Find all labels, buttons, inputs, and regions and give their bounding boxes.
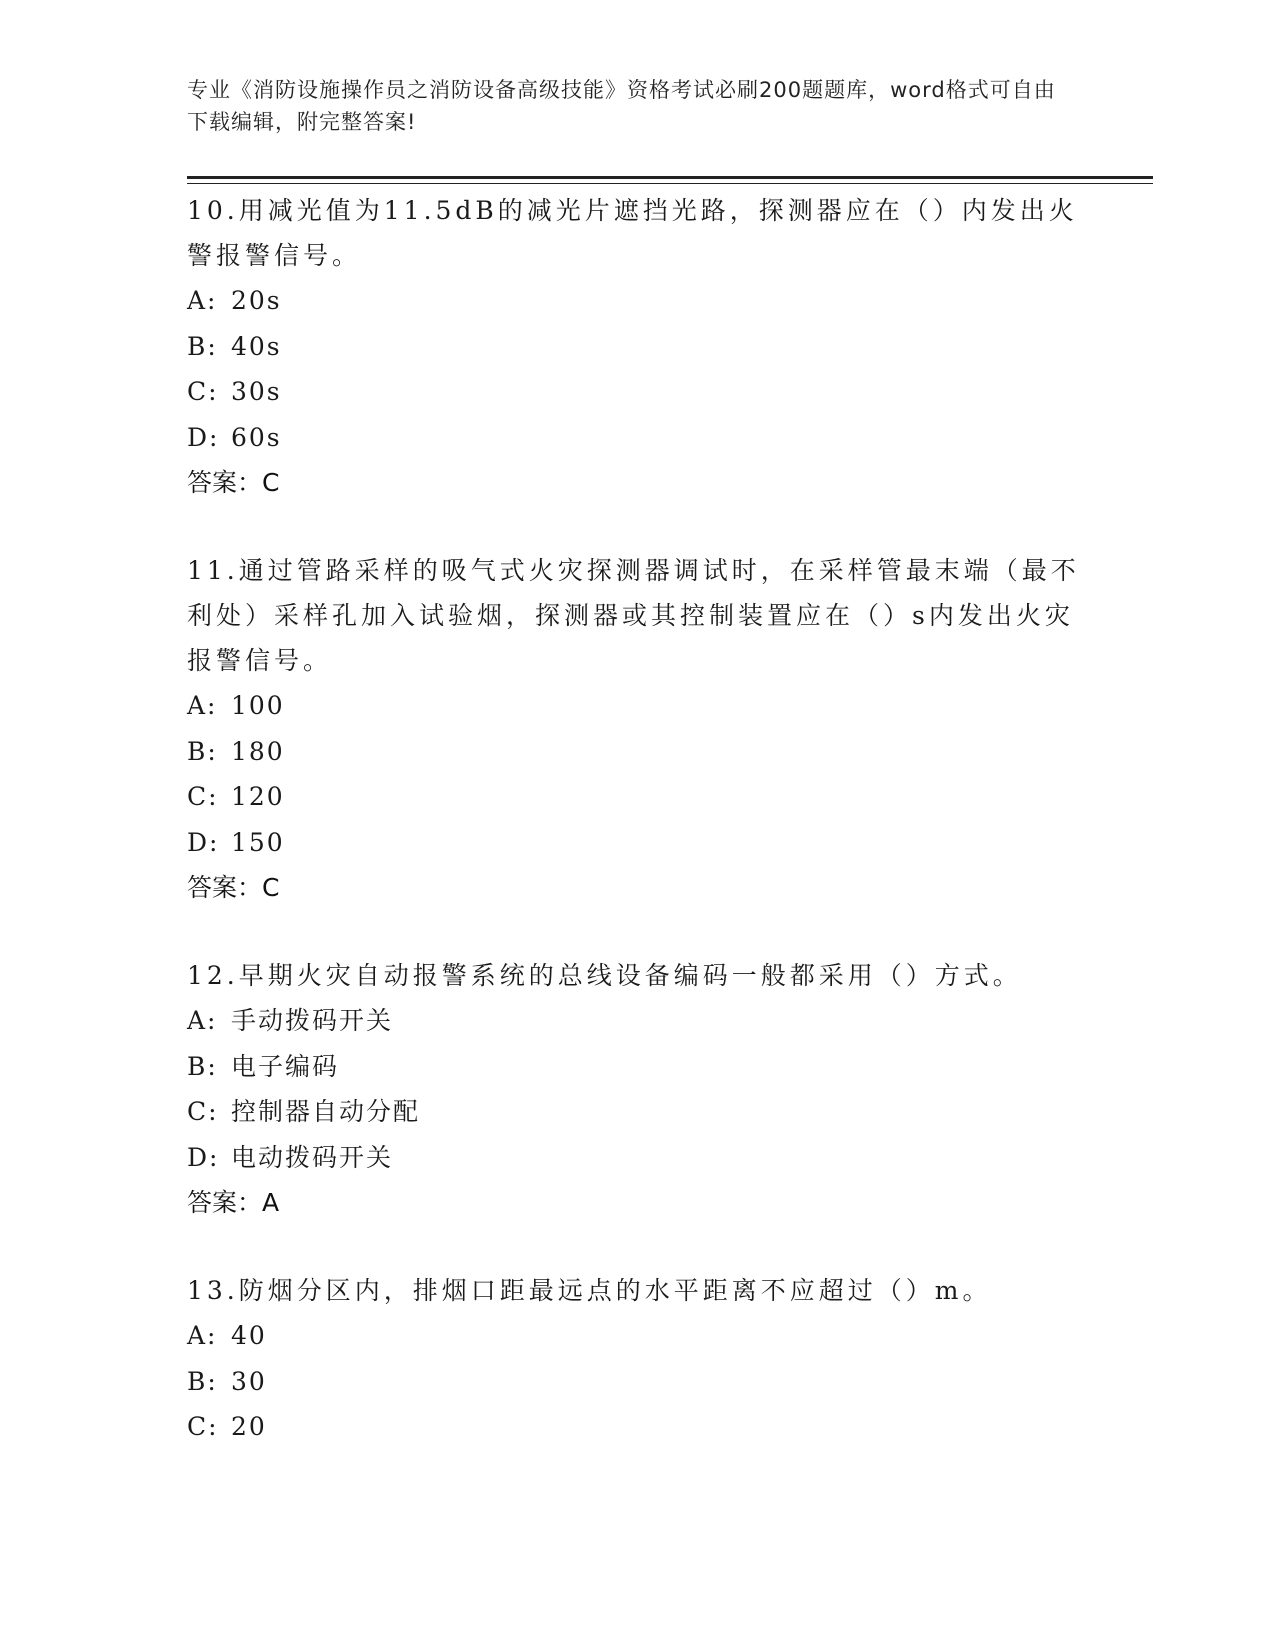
option-label: A:	[187, 286, 218, 315]
option-value: 40	[231, 1321, 267, 1350]
option-b	[187, 729, 1087, 775]
header-divider-thick	[187, 176, 1153, 179]
option-value: 60s	[231, 422, 282, 452]
option-label: B:	[187, 331, 218, 361]
question-text: 11.通过管路采样的吸气式火灾探测器调试时，在采样管最末端（最不利处）采样孔加入试验烟，探测器或其控制装置应在（）s内发出火灾报警信号。	[187, 556, 1080, 675]
question-text: 10.用减光值为11.5dB的减光片遮挡光路，探测器应在（）内发出火警报警信号。	[187, 196, 1078, 270]
option-label: A:	[187, 691, 218, 720]
option-a	[187, 683, 1087, 729]
option-label: C:	[187, 1412, 219, 1441]
option-value: 30	[231, 1366, 267, 1396]
option-value: 控制器自动分配	[231, 1097, 421, 1126]
option-d	[187, 820, 1087, 866]
option-value: 手动拨码开关	[231, 1006, 394, 1035]
answer-line: 答案：A	[187, 1188, 280, 1217]
option-c	[187, 774, 1087, 820]
question-list	[187, 188, 1087, 1450]
answer-line: 答案：C	[187, 468, 280, 497]
option-value: 20s	[231, 286, 282, 315]
option-label: A:	[187, 1321, 218, 1350]
question-text: 13.防烟分区内，排烟口距最远点的水平距离不应超过（）m。	[187, 1276, 992, 1305]
question-text: 12.早期火灾自动报警系统的总线设备编码一般都采用（）方式。	[187, 961, 1022, 990]
option-label: A:	[187, 1006, 218, 1035]
option-label: D:	[187, 1142, 220, 1172]
option-label: B:	[187, 736, 218, 766]
document-header: 专业《消防设施操作员之消防设备高级技能》资格考试必刷200题题库，word格式可自由下载编辑，附完整答案!	[187, 78, 1056, 134]
question-item	[187, 188, 1087, 505]
option-b	[187, 1044, 1087, 1090]
option-value: 40s	[231, 331, 282, 361]
header-divider-thin	[187, 183, 1153, 184]
option-d	[187, 415, 1087, 461]
option-value: 20	[231, 1412, 267, 1441]
question-item	[187, 953, 1087, 1225]
option-a	[187, 278, 1087, 324]
option-label: C:	[187, 377, 219, 406]
option-c	[187, 369, 1087, 415]
option-a	[187, 998, 1087, 1044]
option-value: 电动拨码开关	[231, 1142, 394, 1172]
option-a	[187, 1313, 1087, 1359]
option-b	[187, 1359, 1087, 1405]
option-b	[187, 324, 1087, 370]
option-label: D:	[187, 827, 220, 857]
option-value: 180	[231, 736, 285, 766]
option-label: B:	[187, 1051, 218, 1081]
question-spacer	[187, 1225, 1087, 1268]
answer-line: 答案：C	[187, 873, 280, 902]
option-label: C:	[187, 1097, 219, 1126]
question-spacer	[187, 910, 1087, 953]
option-value: 150	[231, 827, 285, 857]
option-label: D:	[187, 422, 220, 452]
option-value: 电子编码	[231, 1051, 340, 1081]
option-c	[187, 1404, 1087, 1450]
option-value: 30s	[231, 377, 282, 406]
option-label: C:	[187, 782, 219, 811]
question-spacer	[187, 505, 1087, 548]
option-value: 120	[231, 782, 285, 811]
option-d	[187, 1135, 1087, 1181]
question-item	[187, 1268, 1087, 1450]
question-item	[187, 548, 1087, 910]
option-label: B:	[187, 1366, 218, 1396]
option-c	[187, 1089, 1087, 1135]
option-value: 100	[231, 691, 285, 720]
